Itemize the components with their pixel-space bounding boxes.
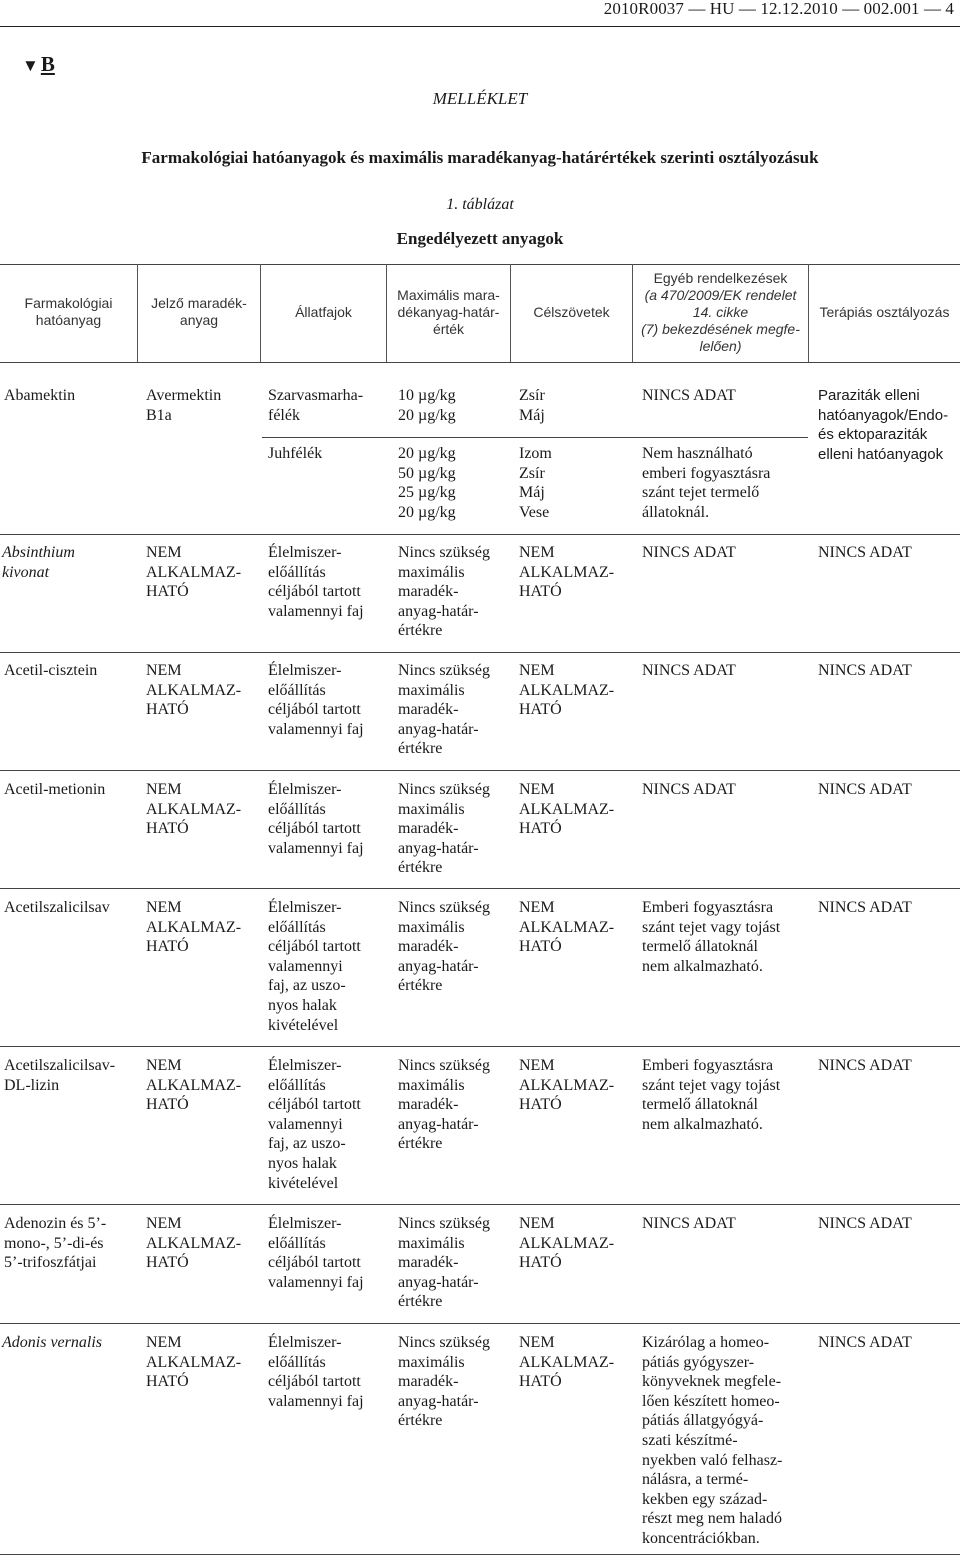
therapeutic-classification-cell: NINCS ADAT — [818, 1057, 912, 1074]
mrl-cell: Nincs szükség maximális maradék- anyag-határ- értékre — [398, 1215, 490, 1311]
mrl-cell: Nincs szükség maximális maradék- anyag-határ- értékre — [398, 544, 490, 640]
other-provisions-cell: NINCS ADAT — [642, 387, 736, 404]
marker-residue-cell: NEM ALKALMAZ- HATÓ — [146, 662, 242, 719]
other-provisions-cell: Kizárólag a homeo- pátiás gyógyszer- könyveknek megfele- lően készített homeo- pátiás állatgyógyá- szati készítmé- nyekben való felhasz- nálásra, a termé- kekben egy század- részt meg nem haladó koncentrációkban. — [642, 1334, 783, 1547]
annex-title: MELLÉKLET — [432, 89, 528, 108]
target-tissue-cell: NEM ALKALMAZ- HATÓ — [519, 899, 615, 956]
substance-cell: Acetilszalicilsav — [4, 899, 110, 916]
target-tissue-cell: NEM ALKALMAZ- HATÓ — [519, 1334, 615, 1391]
table-number: 1. táblázat — [446, 196, 514, 213]
column-header-therapeutic-classification: Terápiás osztályozás — [819, 303, 950, 320]
table-header-rule — [0, 362, 960, 363]
species-cell: Élelmiszer- előállítás céljából tartott valamennyi faj, az uszo- nyos halak kivételével — [268, 899, 361, 1034]
mrl-cell: Nincs szükség maximális maradék- anyag-határ- értékre — [398, 1334, 490, 1430]
species-cell: Élelmiszer- előállítás céljából tartott valamennyi faj — [268, 1334, 364, 1410]
mrl-cell: Nincs szükség maximális maradék- anyag-határ- értékre — [398, 1057, 490, 1153]
marker-residue-cell: Avermektin B1a — [146, 387, 222, 424]
sub-row-rule — [262, 437, 808, 438]
substance-cell: Abamektin — [4, 387, 76, 404]
column-header-target-tissue: Célszövetek — [533, 303, 610, 320]
target-tissue-cell: NEM ALKALMAZ- HATÓ — [519, 781, 615, 838]
header-rule — [0, 26, 960, 27]
target-tissue-cell: Izom Zsír Máj Vese — [519, 445, 552, 521]
row-rule — [0, 534, 960, 535]
running-header — [0, 0, 960, 20]
table-bottom-rule — [0, 1554, 960, 1555]
substance-cell: Absinthium kivonat — [2, 544, 75, 581]
marker-residue-cell: NEM ALKALMAZ- HATÓ — [146, 1215, 242, 1272]
therapeutic-classification-cell: NINCS ADAT — [818, 544, 912, 561]
mrl-cell: Nincs szükség maximális maradék- anyag-határ- értékre — [398, 899, 490, 995]
target-tissue-cell: NEM ALKALMAZ- HATÓ — [519, 1057, 615, 1114]
marker-residue-cell: NEM ALKALMAZ- HATÓ — [146, 1334, 242, 1391]
document-reference: 2010R0037 — HU — 12.12.2010 — 002.001 — 4 — [603, 0, 954, 18]
substance-cell: Acetilszalicilsav- DL-lizin — [4, 1057, 116, 1094]
substance-cell: Acetil-cisztein — [4, 662, 98, 679]
other-provisions-cell: Emberi fogyasztásra szánt tejet vagy tojást termelő állatoknál nem alkalmazható. — [642, 1057, 781, 1133]
other-provisions-cell: NINCS ADAT — [642, 1215, 736, 1232]
species-cell: Szarvasmarha- félék — [268, 387, 364, 424]
species-cell: Élelmiszer- előállítás céljából tartott valamennyi faj — [268, 1215, 364, 1291]
target-tissue-cell: NEM ALKALMAZ- HATÓ — [519, 544, 615, 601]
section-marker — [22, 52, 55, 77]
target-tissue-cell: Zsír Máj — [519, 387, 545, 424]
document-title: Farmakológiai hatóanyagok és maximális maradékanyag-határértékek szerinti osztályozásuk — [141, 148, 819, 167]
row-rule — [0, 652, 960, 653]
substance-cell: Adonis vernalis — [2, 1334, 102, 1351]
row-rule — [0, 770, 960, 771]
row-rule — [0, 888, 960, 889]
species-cell: Élelmiszer- előállítás céljából tartott valamennyi faj — [268, 662, 364, 738]
row-rule — [0, 1046, 960, 1047]
target-tissue-cell: NEM ALKALMAZ- HATÓ — [519, 662, 615, 719]
column-header-other-provisions: Egyéb rendelkezések (a 470/2009/EK rendelet 14. cikke (7) bekezdésének megfe- lelően) — [641, 269, 800, 354]
column-header-mrl: Maximális mara- dékanyag-határ- érték — [397, 286, 500, 337]
marker-residue-cell: NEM ALKALMAZ- HATÓ — [146, 899, 242, 956]
substance-cell: Acetil-metionin — [4, 781, 106, 798]
mrl-cell: 10 µg/kg 20 µg/kg — [398, 387, 456, 424]
marker-residue-cell: NEM ALKALMAZ- HATÓ — [146, 544, 242, 601]
therapeutic-classification-cell: NINCS ADAT — [818, 1334, 912, 1351]
other-provisions-cell: NINCS ADAT — [642, 662, 736, 679]
species-cell: Élelmiszer- előállítás céljából tartott valamennyi faj — [268, 544, 364, 620]
mrl-cell: 20 µg/kg 50 µg/kg 25 µg/kg 20 µg/kg — [398, 445, 456, 521]
other-provisions-cell: Emberi fogyasztásra szánt tejet vagy tojást termelő állatoknál nem alkalmazható. — [642, 899, 781, 975]
species-cell: Élelmiszer- előállítás céljából tartott valamennyi faj — [268, 781, 364, 857]
other-provisions-cell: NINCS ADAT — [642, 544, 736, 561]
marker-residue-cell: NEM ALKALMAZ- HATÓ — [146, 781, 242, 838]
other-provisions-cell: Nem használható emberi fogyasztásra szánt tejet termelő állatoknál. — [642, 445, 771, 521]
therapeutic-classification-cell: NINCS ADAT — [818, 1215, 912, 1232]
mrl-cell: Nincs szükség maximális maradék- anyag-határ- értékre — [398, 781, 490, 877]
therapeutic-classification-cell: NINCS ADAT — [818, 899, 912, 916]
marker-residue-cell: NEM ALKALMAZ- HATÓ — [146, 1057, 242, 1114]
other-provisions-cell: NINCS ADAT — [642, 781, 736, 798]
therapeutic-classification-cell: NINCS ADAT — [818, 781, 912, 798]
substance-cell: Adenozin és 5’- mono-, 5’-di-és 5’-trifoszfátjai — [4, 1215, 107, 1272]
column-header-marker: Jelző maradék- anyag — [151, 295, 247, 328]
target-tissue-cell: NEM ALKALMAZ- HATÓ — [519, 1215, 615, 1272]
triangle-marker-icon: ▼ — [22, 56, 39, 75]
section-label: B — [40, 52, 55, 76]
species-cell: Juhfélék — [268, 445, 323, 462]
row-rule — [0, 1204, 960, 1205]
column-header-species: Állatfajok — [295, 303, 352, 320]
therapeutic-classification-cell: Paraziták elleni hatóanyagok/Endo- és ektoparaziták elleni hatóanyagok — [818, 387, 949, 463]
row-rule — [0, 1323, 960, 1324]
therapeutic-classification-cell: NINCS ADAT — [818, 662, 912, 679]
species-cell: Élelmiszer- előállítás céljából tartott valamennyi faj, az uszo- nyos halak kivételével — [268, 1057, 361, 1192]
table-subtitle: Engedélyezett anyagok — [396, 229, 564, 248]
mrl-cell: Nincs szükség maximális maradék- anyag-határ- értékre — [398, 662, 490, 758]
column-header-substance: Farmakológiai hatóanyag — [24, 295, 113, 328]
